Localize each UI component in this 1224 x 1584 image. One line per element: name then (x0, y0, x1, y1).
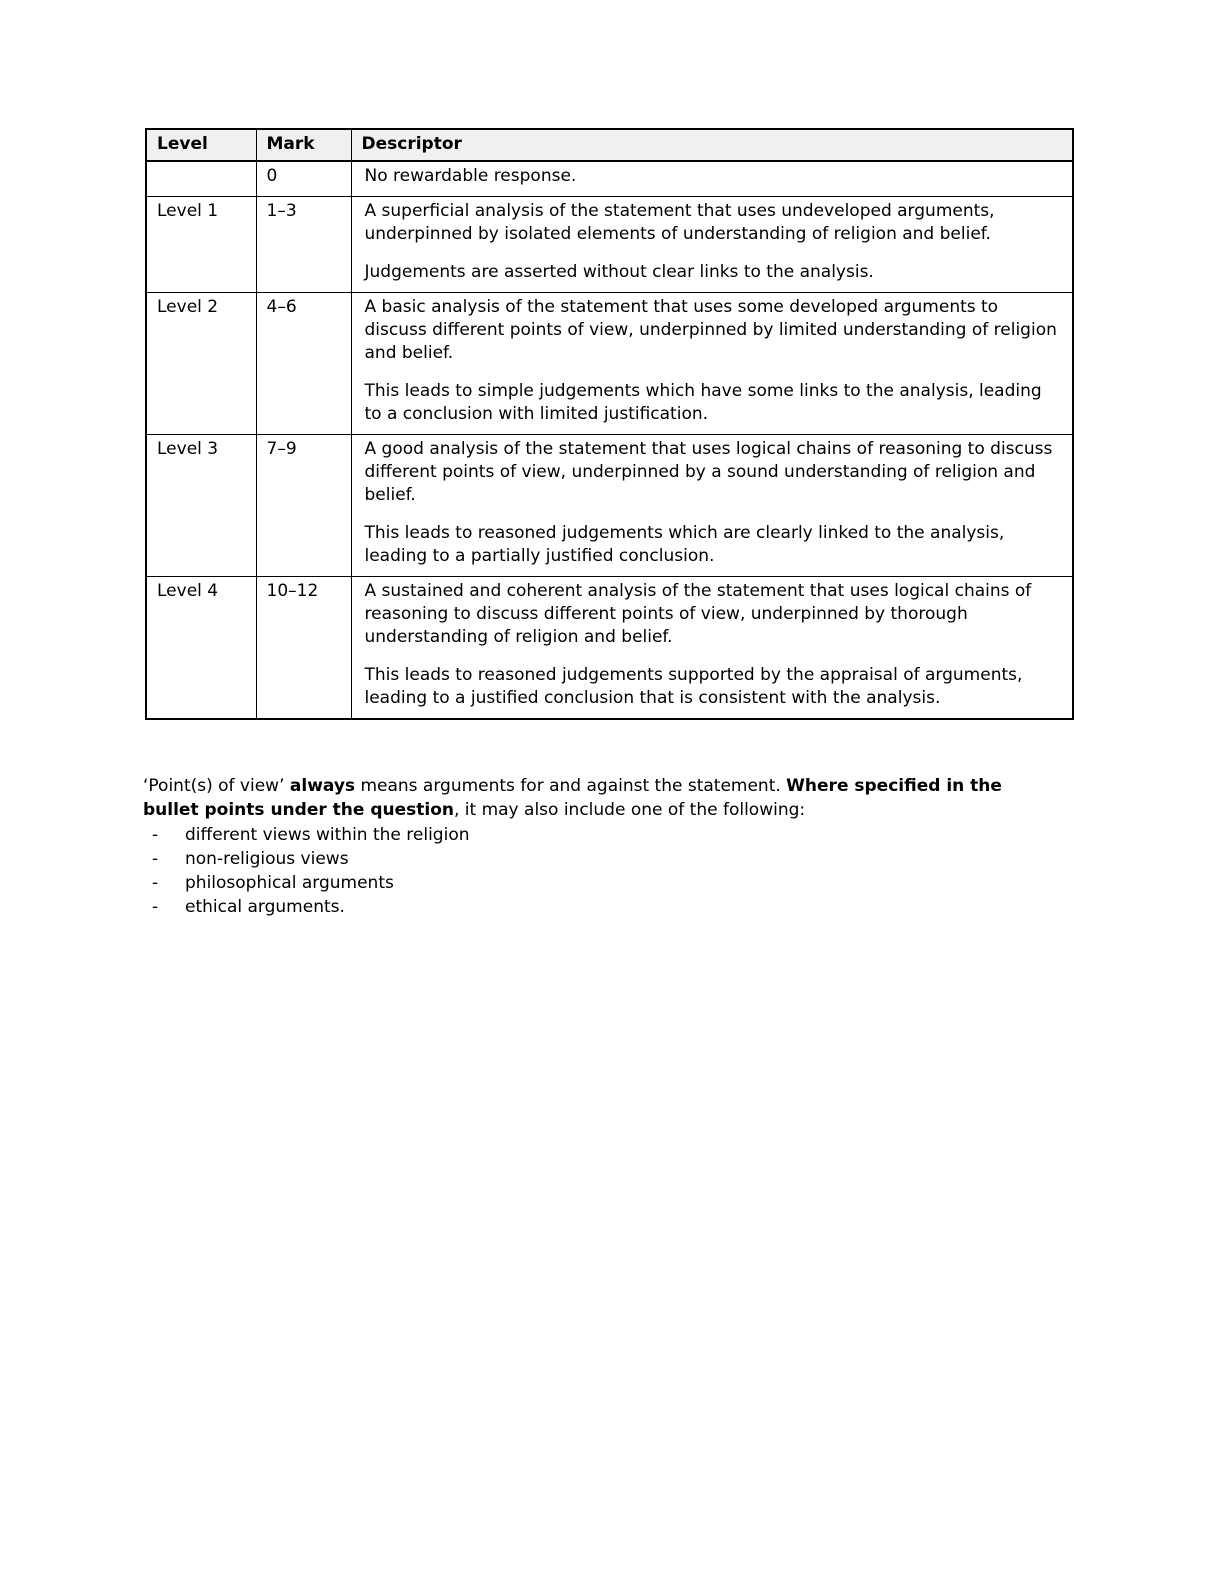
column-header-mark: Mark (256, 129, 351, 161)
mark-scheme-table (145, 128, 1074, 720)
mark-cell: 0 (256, 161, 351, 197)
mark-cell: 4–6 (256, 293, 351, 435)
level-cell: Level 1 (146, 197, 256, 293)
level-cell: Level 3 (146, 435, 256, 577)
mark-cell: 10–12 (256, 577, 351, 720)
descriptor-cell (351, 577, 1073, 720)
note-segment-bold: always (289, 776, 356, 796)
note-segment: ‘Point(s) of view’ (143, 776, 290, 796)
bullet-text: different views within the religion (185, 825, 470, 845)
column-header-level: Level (146, 129, 256, 161)
table-row (146, 435, 1073, 577)
descriptor-cell (351, 435, 1073, 577)
level-cell: Level 4 (146, 577, 256, 720)
table-row (146, 577, 1073, 720)
table-row (146, 197, 1073, 293)
note-segment-bold: Where specified in the bullet points under the question (143, 776, 1002, 820)
bullet-marker: - (152, 825, 159, 845)
descriptor-paragraph: This leads to reasoned judgements which are clearly linked to the analysis, leading to a partially justified conclusion. (364, 523, 1005, 566)
descriptor-paragraph: A good analysis of the statement that uses logical chains of reasoning to discuss different points of view, underpinned by a sound understanding of religion and belief. (364, 439, 1053, 505)
bullet-marker: - (152, 849, 159, 869)
note-paragraph (143, 774, 1027, 822)
bullet-text: non-religious views (185, 849, 349, 869)
descriptor-cell (351, 161, 1073, 197)
bullet-text: ethical arguments. (185, 897, 345, 917)
descriptor-paragraph: Judgements are asserted without clear links to the analysis. (364, 262, 874, 282)
descriptor-paragraph: A superficial analysis of the statement that uses undeveloped arguments, underpinned by isolated elements of understanding of religion and belief. (364, 201, 995, 244)
list-item (143, 847, 1027, 871)
note-segment: means arguments for and against the statement. (355, 776, 787, 796)
note-segment: , it may also include one of the following: (453, 800, 806, 820)
table-header-row (146, 129, 1073, 161)
bullet-text: philosophical arguments (185, 873, 394, 893)
mark-cell: 1–3 (256, 197, 351, 293)
level-cell: Level 2 (146, 293, 256, 435)
bullet-marker: - (152, 873, 159, 893)
table-row (146, 161, 1073, 197)
bullet-list (143, 823, 1027, 919)
bullet-marker: - (152, 897, 159, 917)
table-row (146, 293, 1073, 435)
list-item (143, 895, 1027, 919)
mark-cell: 7–9 (256, 435, 351, 577)
descriptor-paragraph: A sustained and coherent analysis of the statement that uses logical chains of reasoning to discuss different points of view, underpinned by thorough understanding of religion and belief. (364, 581, 1032, 647)
descriptor-paragraph: No rewardable response. (364, 166, 577, 186)
descriptor-paragraph: This leads to simple judgements which have some links to the analysis, leading to a conclusion with limited justification. (364, 381, 1042, 424)
list-item (143, 823, 1027, 847)
column-header-descriptor: Descriptor (351, 129, 1073, 161)
descriptor-paragraph: A basic analysis of the statement that uses some developed arguments to discuss different points of view, underpinned by limited understanding of religion and belief. (364, 297, 1057, 363)
descriptor-paragraph: This leads to reasoned judgements supported by the appraisal of arguments, leading to a justified conclusion that is consistent with the analysis. (364, 665, 1023, 708)
descriptor-cell (351, 197, 1073, 293)
descriptor-cell (351, 293, 1073, 435)
points-of-view-note (143, 774, 1027, 919)
list-item (143, 871, 1027, 895)
level-cell (146, 161, 256, 197)
